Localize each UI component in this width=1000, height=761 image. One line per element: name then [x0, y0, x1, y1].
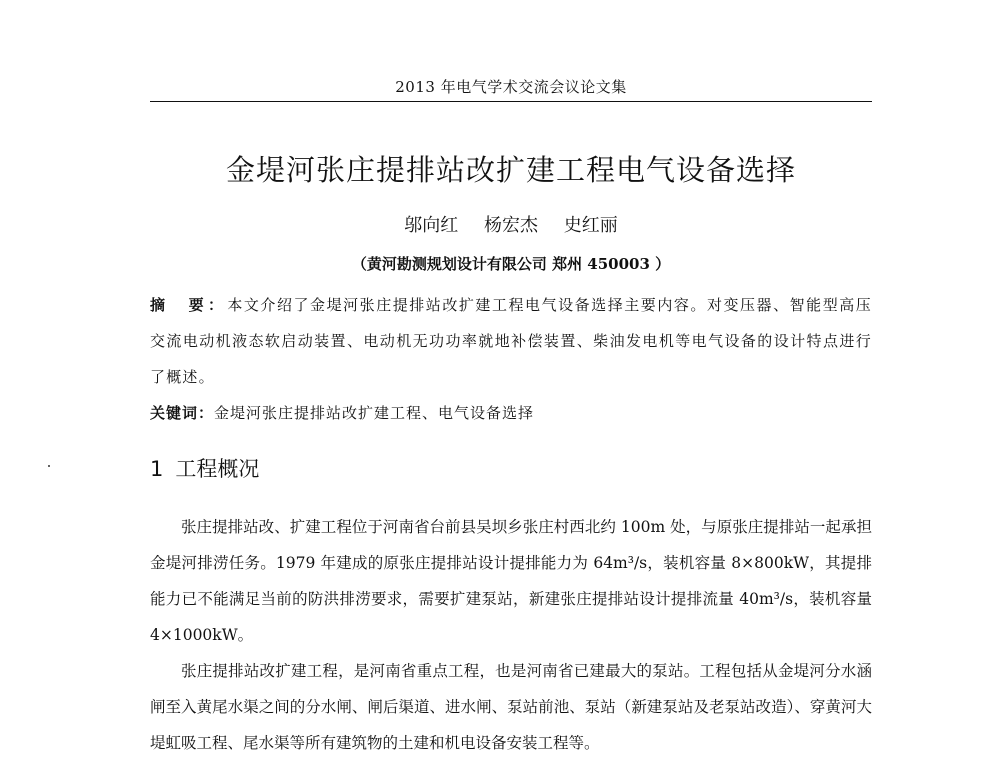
section-number: 1 — [150, 457, 164, 481]
keywords — [150, 402, 872, 423]
author-name: 史红丽 — [563, 215, 618, 236]
affiliation: （黄河勘测规划设计有限公司 郑州 450003 ） — [351, 255, 671, 273]
keywords-text: 金堤河张庄提排站改扩建工程、电气设备选择 — [214, 404, 535, 422]
scan-speck — [48, 465, 50, 467]
header-rule — [150, 101, 872, 102]
author-name: 杨宏杰 — [484, 215, 538, 236]
author-list — [150, 211, 872, 237]
keywords-label: 关键词： — [150, 404, 215, 422]
author-name: 邬向红 — [404, 215, 459, 236]
section-body — [150, 509, 872, 761]
section-heading — [150, 453, 872, 483]
body-paragraph: 张庄提排站改、扩建工程位于河南省台前县吴坝乡张庄村西北约 100m 处，与原张庄提排站一起承担金堤河排涝任务。1979 年建成的原张庄提排站设计提排能力为 64m³/s，装机容量 8×800kW，其提排能力已不能满足当前的防洪排涝要求，需要扩建泵站，新建张庄提排站设计提排流量 40m³/s，装机容量 4×1000kW。 — [150, 518, 872, 644]
paper-title: 金堤河张庄提排站改扩建工程电气设备选择 — [225, 153, 796, 187]
running-header: 2013 年电气学术交流会议论文集 — [395, 78, 627, 96]
abstract-text: 本文介绍了金堤河张庄提排站改扩建工程电气设备选择主要内容。对变压器、智能型高压交流电动机液态软启动装置、电动机无功功率就地补偿装置、柴油发电机等电气设备的设计特点进行了概述。 — [150, 296, 872, 386]
abstract-label: 摘 要： — [150, 296, 228, 314]
body-paragraph: 张庄提排站改扩建工程，是河南省重点工程，也是河南省已建最大的泵站。工程包括从金堤河分水涵闸至入黄尾水渠之间的分水闸、闸后渠道、进水闸、泵站前池、泵站（新建泵站及老泵站改造）、穿黄河大堤虹吸工程、尾水渠等所有建筑物的土建和机电设备安装工程等。 — [150, 662, 872, 752]
section-title: 工程概况 — [175, 457, 260, 481]
abstract — [150, 287, 872, 395]
